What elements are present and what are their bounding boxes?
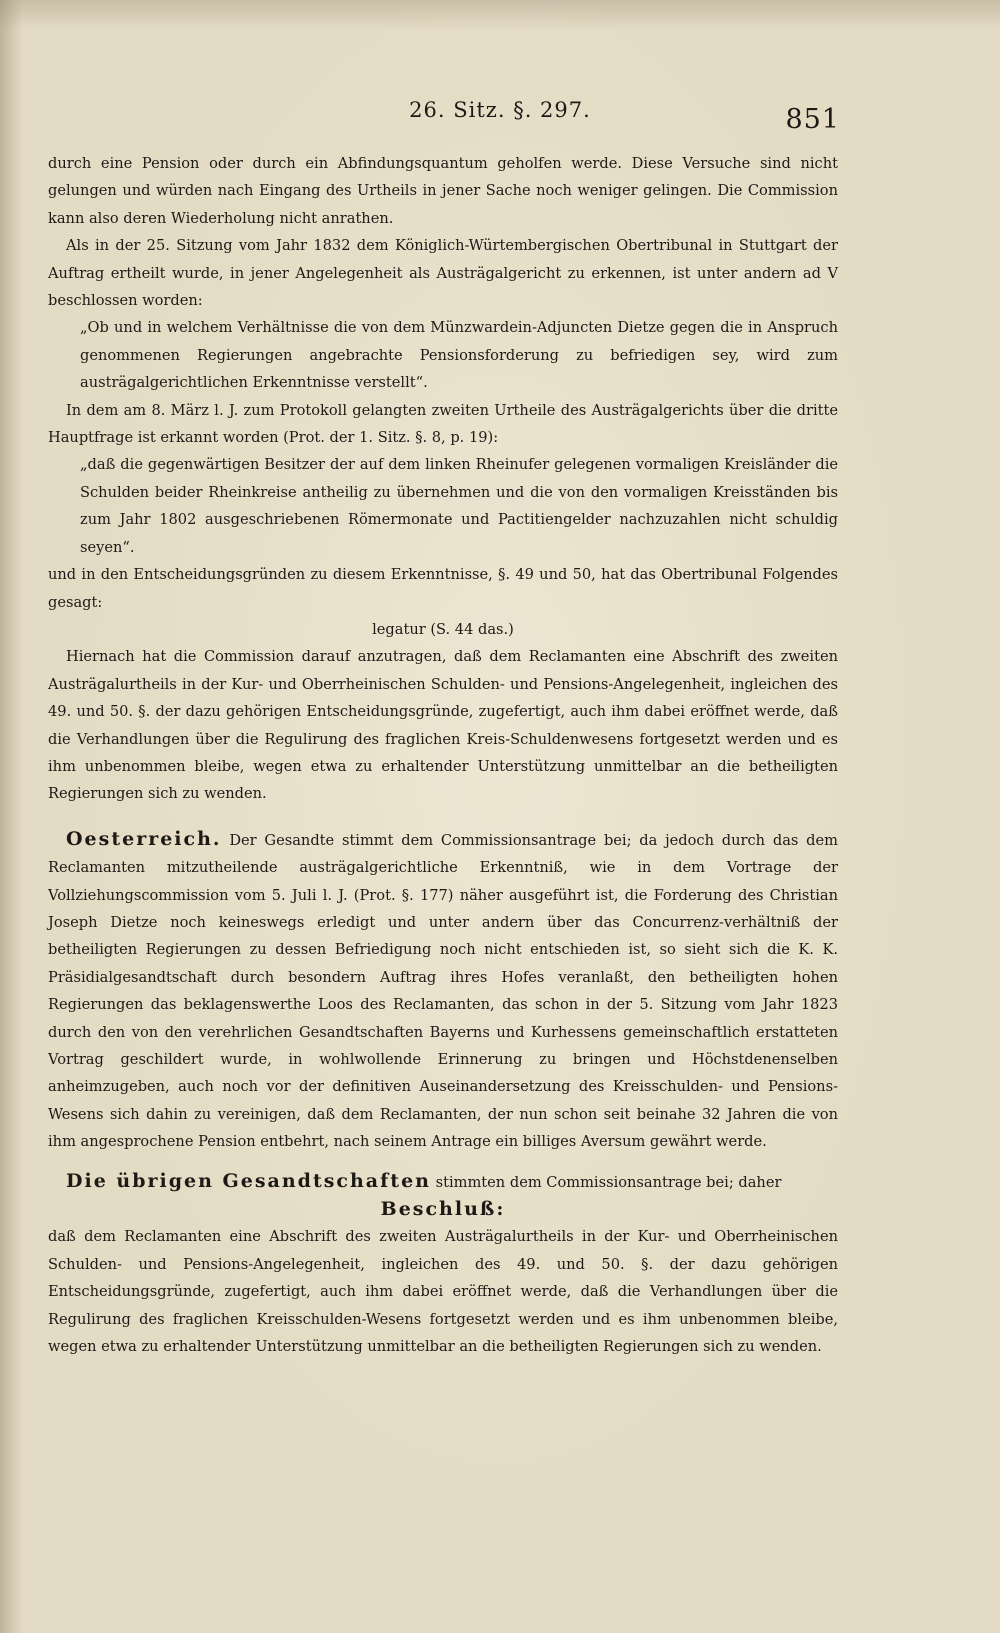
austria-vote-text: Der Gesandte stimmt dem Commissionsantrage bei; da jedoch durch das dem Reclamanten mitzutheilende austrägalgerichtliche Erkenntniß, wie in dem Vortrage der Vollziehungscommission vom 5. Juli l. J. (Prot. §. 177) näher ausgeführt ist, die Forderung des Christian Joseph Dietze noch keineswegs erledigt und unter andern über das Concurrenz-verhältniß der betheiligten Regierungen zu dessen Befriedigung noch nicht entschieden ist, so sieht sich die K. K. Präsidialgesandtschaft durch besondern Auftrag ihres Hofes veranlaßt, den betheiligten hohen Regierungen das beklagenswerthe Loos des Reclamanten, das schon in der 5. Sitzung vom Jahr 1823 durch den von den verehrlichen Gesandtschaften Bayerns und Kurhessens gemeinschaftlich erstatteten Vortrag geschildert wurde, in wohlwollende Erinnerung zu bringen und Höchstdenenselben anheimzugeben, auch noch vor der definitiven Auseinandersetzung des Kreisschulden- und Pensions-Wesens sich dahin zu vereinigen, daß dem Reclamanten, der nun schon seit beinahe 32 Jahren die von ihm angesprochene Pension entbehrt, nach seinem Antrage ein billiges Aversum gewährt werde.: [48, 831, 838, 1151]
paragraph-resolution: daß dem Reclamanten eine Abschrift des zweiten Austrägalurtheils in der Kur- und Oberrheinischen Schulden- und Pensions-Angelegenheit, ingleichen des 49. und 50. §. der dazu gehörigen Entscheidungsgründe, zugefertigt, auch ihm dabei eröffnet werde, daß die Verhandlungen über die Regulirung des fraglichen Kreisschulden-Wesens fortgesetzt werden und es ihm unbenommen bleibe, wegen etwa zu erhaltender Unterstützung unmittelbar an die betheiligten Regierungen sich zu wenden.: [48, 1228, 838, 1356]
quote-resolution: „Ob und in welchem Verhältnisse die von dem Münzwardein-Adjuncten Dietze gegen die in Anspruch genommenen Regierungen angebrachte Pensionsforderung zu befriedigen sey, wird zum austrägalgerichtlichen Erkenntnisse verstellt“.: [80, 319, 838, 392]
other-delegations-heading: Die übrigen Gesandtschaften: [66, 1169, 431, 1192]
other-delegations-text: stimmten dem Commissionsantrage bei; daher: [435, 1173, 782, 1191]
page-header: [0, 98, 1000, 138]
quote-judgment: „daß die gegenwärtigen Besitzer der auf dem linken Rheinufer gelegenen vormaligen Kreisländer die Schulden beider Rheinkreise antheilig zu übernehmen und die von den vormaligen Kreisständen bis zum Jahr 1802 ausgeschriebenen Römermonate und Pactitiengelder nachzuzahlen nicht schuldig seyen“.: [80, 456, 838, 556]
paragraph-session-1832: Als in der 25. Sitzung vom Jahr 1832 dem Königlich-Würtembergischen Obertribunal in Stuttgart der Auftrag ertheilt wurde, in jener Angelegenheit als Austrägalgericht zu erkennen, ist unter andern ad V beschlossen worden:: [48, 237, 838, 310]
paragraph-commission-motion: Hiernach hat die Commission darauf anzutragen, daß dem Reclamanten eine Abschrift des zweiten Austrägalurtheils in der Kur- und Oberrheinischen Schulden- und Pensions-Angelegenheit, ingleichen des 49. und 50. §. der dazu gehörigen Entscheidungsgründe, zugefertigt, auch ihm dabei eröffnet werde, daß die Verhandlungen über die Regulirung des fraglichen Kreis-Schuldenwesens fortgesetzt werden und es ihm unbenommen bleibe, wegen etwa zu erhaltender Unterstützung unmittelbar an die betheiligten Regierungen sich zu wenden.: [48, 648, 838, 803]
paragraph-austria: [48, 826, 838, 1156]
running-head: 26. Sitz. §. 297.: [409, 98, 591, 122]
legatur-note: legatur (S. 44 das.): [372, 620, 514, 638]
body-text: [48, 150, 838, 1360]
paragraph-second-judgment: In dem am 8. März l. J. zum Protokoll gelangten zweiten Urtheile des Austrägalgerichts über die dritte Hauptfrage ist erkannt worden (Prot. der 1. Sitz. §. 8, p. 19):: [48, 401, 838, 447]
austria-heading: Oesterreich.: [66, 827, 222, 850]
paragraph-continuation: durch eine Pension oder durch ein Abfindungsquantum geholfen werde. Diese Versuche sind nicht gelungen und würden nach Eingang des Urtheils in jener Sache noch weniger gelingen. Die Commission kann also deren Wiederholung nicht anrathen.: [48, 155, 838, 227]
paragraph-other-delegations: [48, 1168, 838, 1196]
page-number: 851: [785, 104, 840, 135]
paragraph-reasons: und in den Entscheidungsgründen zu diesem Erkenntnisse, §. 49 und 50, hat das Obertribunal Folgendes gesagt:: [48, 566, 838, 611]
resolution-heading: Beschluß:: [380, 1198, 506, 1221]
